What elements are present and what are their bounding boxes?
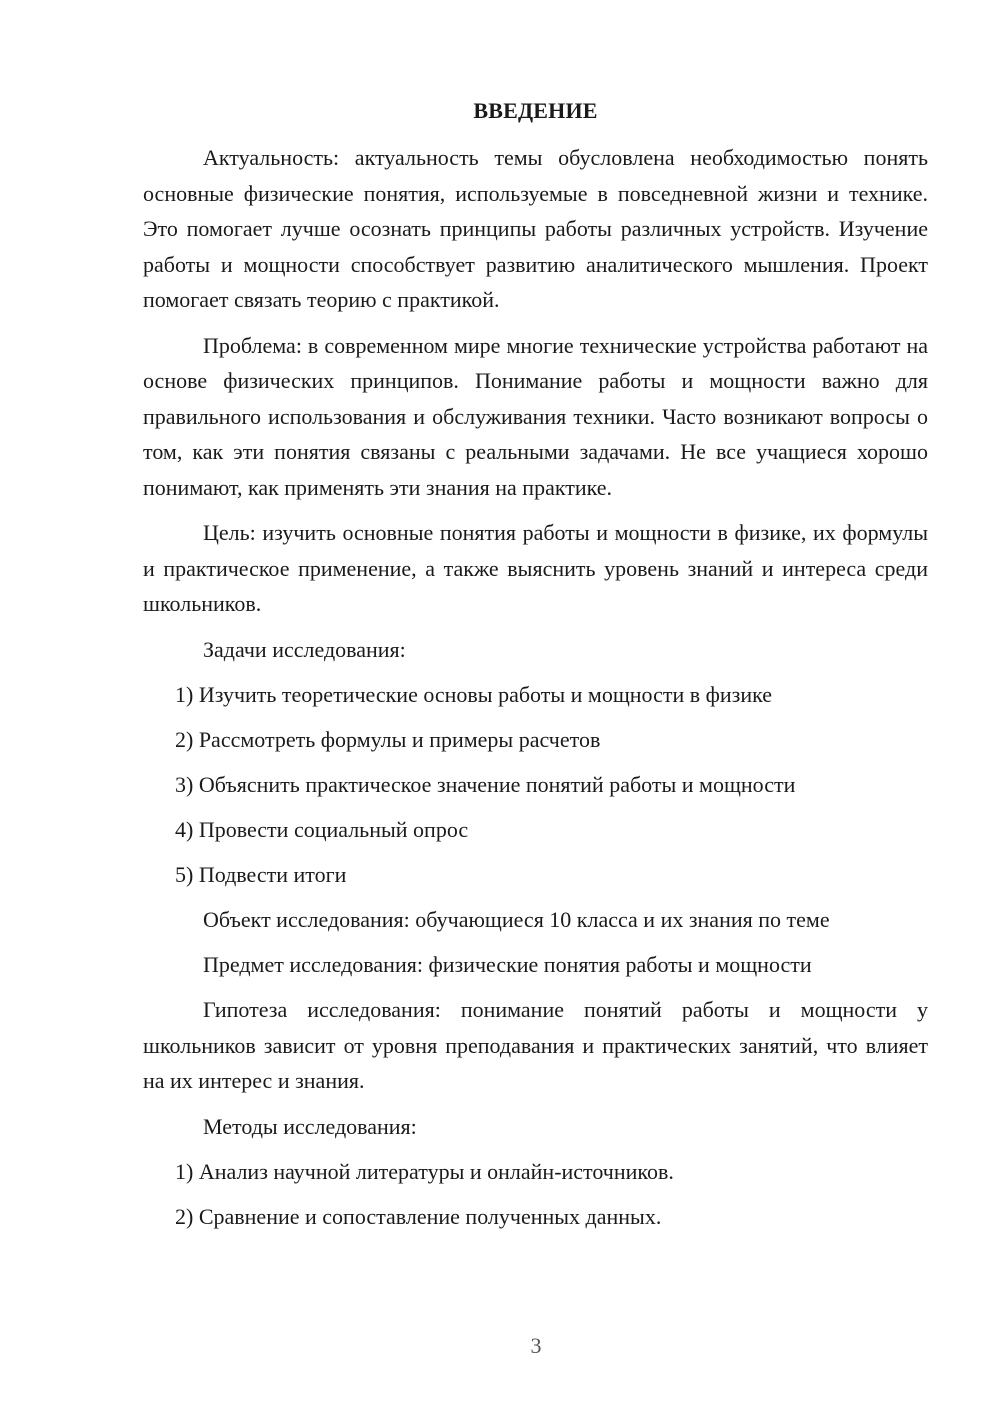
- list-item: 1) Изучить теоретические основы работы и мощности в физике: [175, 682, 773, 707]
- list-item: 2) Рассмотреть формулы и примеры расчетов: [175, 727, 601, 752]
- methods-list: [143, 1154, 928, 1235]
- goal-paragraph: Цель: изучить основные понятия работы и мощности в физике, их формулы и практическое применение, а также выяснить уровень знаний и интереса среди школьников.: [143, 520, 928, 616]
- list-item: 5) Подвести итоги: [175, 862, 347, 887]
- relevance-paragraph: Актуальность: актуальность темы обусловлена необходимостью понять основные физические понятия, используемые в повседневной жизни и технике. Это помогает лучше осознать принципы работы различных устройств. Изучение работы и мощности способствует развитию аналитического мышления. Проект помогает связать теорию с практикой.: [143, 145, 928, 312]
- list-item: 2) Сравнение и сопоставление полученных данных.: [175, 1204, 662, 1229]
- methods-heading: Методы исследования:: [203, 1113, 417, 1139]
- page-title: ВВЕДЕНИЕ: [473, 98, 598, 123]
- hypothesis-paragraph: Гипотеза исследования: понимание понятий работы и мощности у школьников зависит от уровня преподавания и практических занятий, что влияет на их интерес и знания.: [143, 997, 928, 1093]
- problem-paragraph: Проблема: в современном мире многие технические устройства работают на основе физических принципов. Понимание работы и мощности важно для правильного использования и обслуживания техники. Часто возникают вопросы о том, как эти понятия связаны с реальными задачами. Не все учащиеся хорошо понимают, как применять эти знания на практике.: [143, 332, 928, 500]
- list-item: 4) Провести социальный опрос: [175, 817, 469, 842]
- page-number: 3: [530, 1333, 542, 1358]
- tasks-list: [143, 677, 928, 893]
- list-item: 3) Объяснить практическое значение понятий работы и мощности: [175, 772, 796, 797]
- list-item: 1) Анализ научной литературы и онлайн-источников.: [175, 1159, 674, 1184]
- document-page: [143, 96, 928, 1244]
- object-line: Объект исследования: обучающиеся 10 класса и их знания по теме: [203, 907, 830, 932]
- tasks-heading: Задачи исследования:: [203, 636, 406, 662]
- subject-line: Предмет исследования: физические понятия работы и мощности: [203, 952, 812, 977]
